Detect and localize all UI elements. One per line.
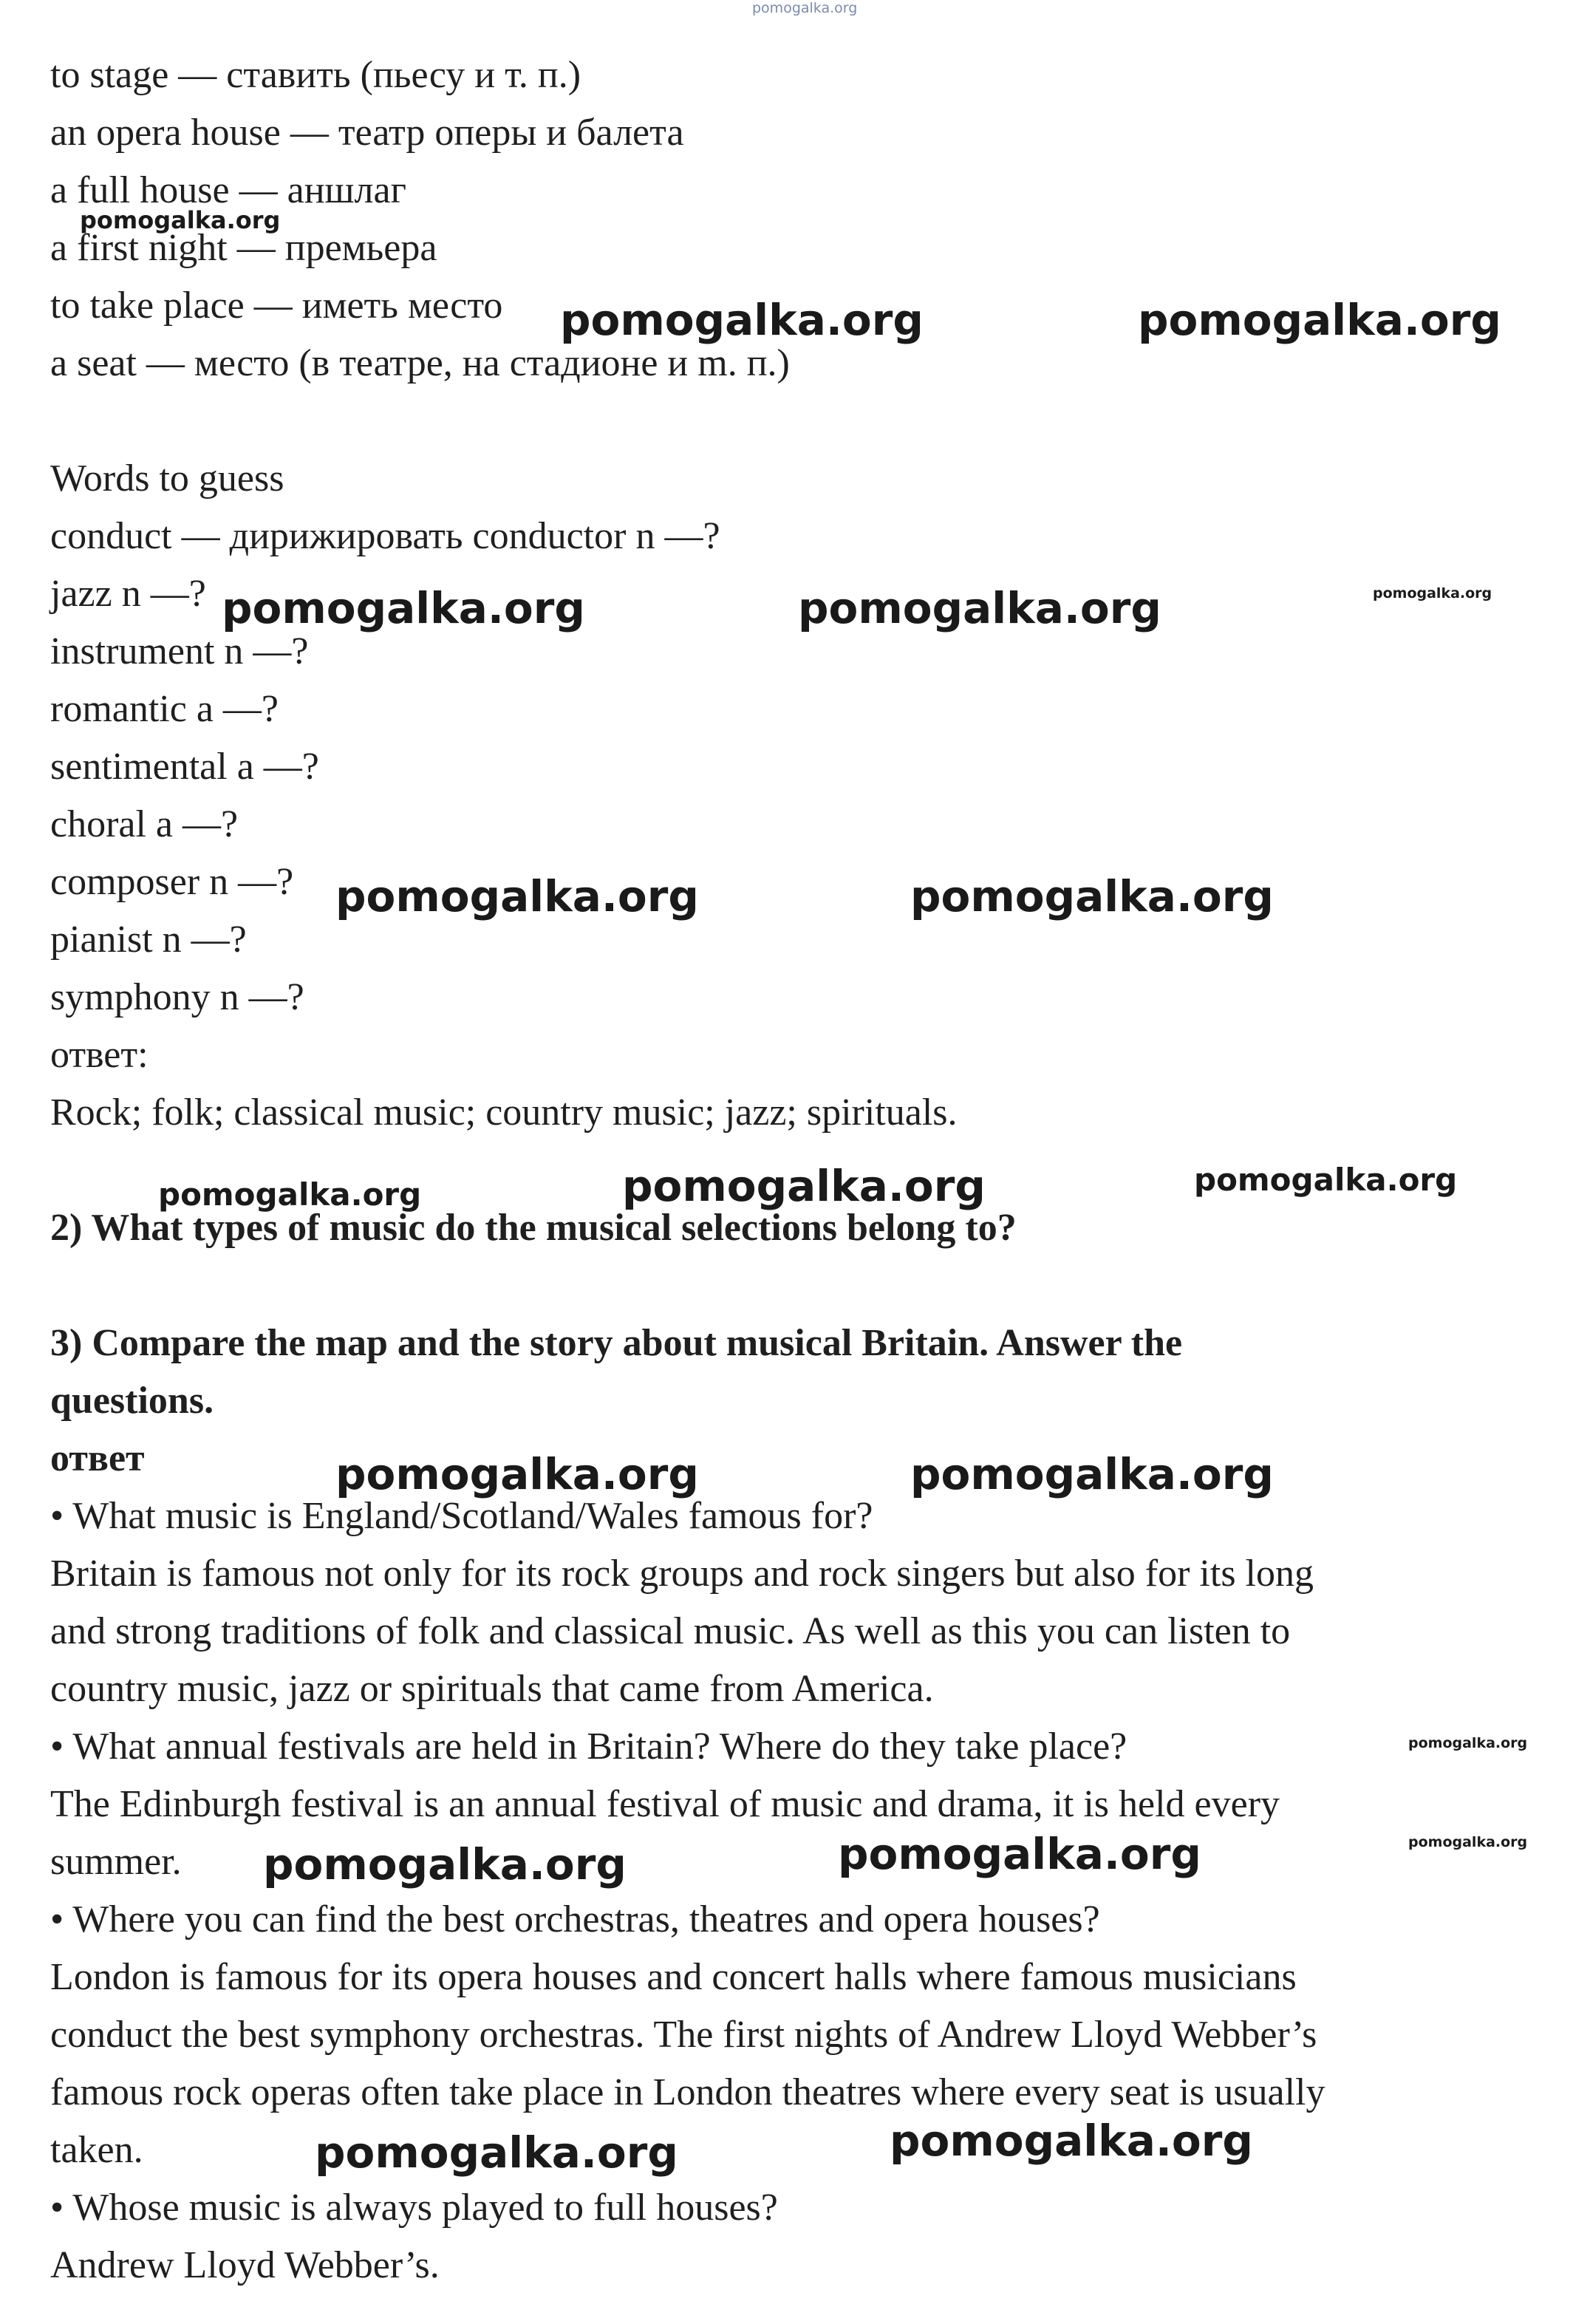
watermark: pomogalka.org [1194,1162,1458,1198]
watermark: pomogalka.org [890,2116,1253,2166]
guess-item: composer n —? [50,861,294,903]
answer-line: • Whose music is always played to full houses? [50,2187,778,2229]
task-3-heading: 3) Compare the map and the story about musical Britain. Answer the [50,1322,1183,1364]
guess-item: instrument n —? [50,630,309,672]
answer-line: famous rock operas often take place in London theatres where every seat is usually [50,2071,1325,2113]
answer-line: summer. [50,1841,182,1883]
watermark: pomogalka.org [335,1449,699,1499]
answer-line: • What music is England/Scotland/Wales famous for? [50,1495,873,1537]
watermark-top: pomogalka.org [752,0,858,16]
guess-item: jazz n —? [50,573,206,615]
vocab-line: to stage — ставить (пьесу и т. п.) [50,54,581,96]
guess-item: symphony n —? [50,976,304,1018]
task-3-answer-label: ответ [50,1437,145,1479]
guess-item: conduct — дирижировать conductor n —? [50,515,720,557]
watermark: pomogalka.org [798,583,1161,633]
watermark: pomogalka.org [158,1176,422,1213]
vocab-line: an opera house — театр оперы и балета [50,112,684,154]
watermark: pomogalka.org [335,871,699,921]
guess-heading: Words to guess [50,457,284,500]
answer-line: country music, jazz or spirituals that came from America. [50,1668,934,1710]
watermark: pomogalka.org [1408,1735,1528,1751]
watermark: pomogalka.org [315,2127,678,2178]
answer-line: The Edinburgh festival is an annual festival of music and drama, it is held every [50,1783,1280,1825]
guess-answer-label: ответ: [50,1034,149,1076]
task-3-heading-cont: questions. [50,1380,214,1422]
watermark: pomogalka.org [263,1839,627,1889]
answer-line: Andrew Lloyd Webber’s. [50,2244,440,2286]
answer-line: conduct the best symphony orchestras. The first nights of Andrew Lloyd Webber’s [50,2014,1317,2056]
answer-line: • What annual festivals are held in Britain? Where do they take place? [50,1725,1127,1768]
answer-line: Britain is famous not only for its rock groups and rock singers but also for its long [50,1553,1314,1595]
guess-item: choral a —? [50,803,239,845]
guess-item: sentimental a —? [50,746,319,788]
guess-answer: Rock; folk; classical music; country music; jazz; spirituals. [50,1091,958,1134]
answer-line: and strong traditions of folk and classical music. As well as this you can listen to [50,1610,1291,1652]
answer-line: London is famous for its opera houses and concert halls where famous musicians [50,1956,1297,1998]
watermark: pomogalka.org [1138,295,1501,345]
watermark: pomogalka.org [1408,1834,1528,1850]
answer-line: • Where you can find the best orchestras, theatres and opera houses? [50,1898,1100,1940]
watermark: pomogalka.org [910,1449,1274,1499]
watermark: pomogalka.org [910,871,1274,921]
vocab-line: a seat — место (в театре, на стадионе и m. п.) [50,342,790,384]
vocab-line: a full house — аншлаг [50,169,406,211]
watermark: pomogalka.org [622,1161,986,1211]
watermark: pomogalka.org [80,206,281,234]
task-2-heading: 2) What types of music do the musical selections belong to? [50,1207,1017,1249]
answer-line: taken. [50,2129,143,2171]
watermark: pomogalka.org [1373,585,1492,602]
guess-item: pianist n —? [50,919,247,961]
watermark: pomogalka.org [222,583,585,633]
watermark: pomogalka.org [560,295,924,345]
vocab-line: a first night — премьера [50,227,437,269]
watermark: pomogalka.org [838,1829,1201,1879]
guess-item: romantic a —? [50,688,279,730]
vocab-line: to take place — иметь место [50,284,503,327]
